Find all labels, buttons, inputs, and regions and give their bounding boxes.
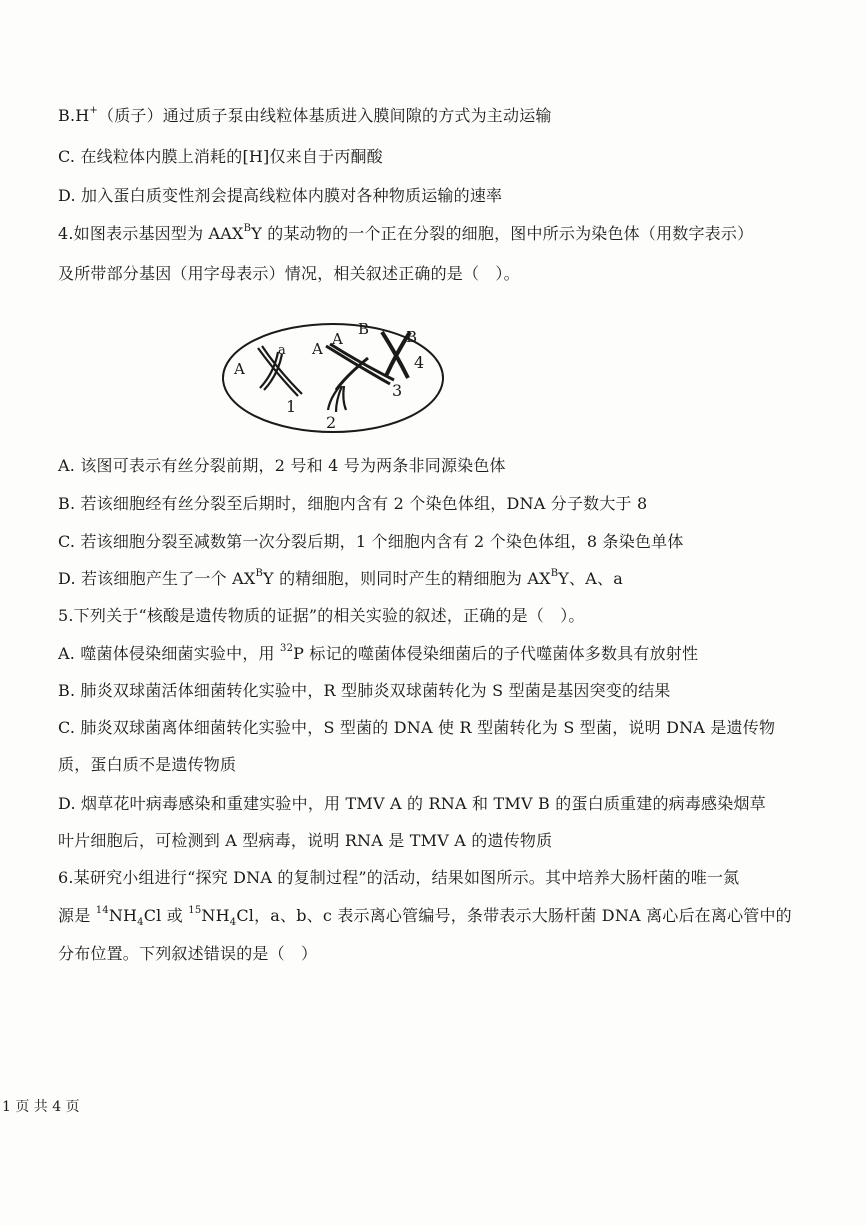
q4-stem-line1: 4.如图表示基因型为 $AAX^BY$ 的某动物的一个正在分裂的细胞，图中所示为染色体（用数字表示）: [58, 222, 754, 243]
gene-label: B: [406, 328, 418, 346]
q4-option-c: C. 若该细胞分裂至减数第一次分裂后期，1 个细胞内含有 2 个染色体组，8 条染色单体: [58, 532, 684, 551]
chromosome-number: 1: [286, 397, 297, 416]
q6-stem-line2: 源是 $^{14}NH_4Cl$ 或 $^{15}NH_4Cl$，a、b、c 表示离心管编号，条带表示大肠杆菌 DNA 离心后在离心管中的: [58, 904, 792, 929]
gene-label: a: [278, 343, 286, 358]
q6-stem-line1: 6.某研究小组进行“探究 DNA 的复制过程”的活动，结果如图所示。其中培养大肠杆菌的唯一氮: [58, 868, 740, 887]
q3-option-c: C. 在线粒体内膜上消耗的[H]仅来自于丙酮酸: [58, 147, 383, 166]
q4-stem-line2: 及所带部分基因（用字母表示）情况，相关叙述正确的是（ ）。: [58, 264, 520, 283]
gene-label: A: [312, 340, 323, 358]
chromosome-3: [326, 344, 394, 390]
q6-stem-line3: 分布位置。下列叙述错误的是（ ）: [58, 944, 318, 963]
q5-stem: 5.下列关于“核酸是遗传物质的证据”的相关实验的叙述，正确的是（ ）。: [58, 606, 585, 625]
q4-option-d: D. 若该细胞产生了一个 $AX^BY$ 的精细胞，则同时产生的精细胞为 $AX^BY$、A、a: [58, 567, 623, 588]
chromosome-number: 3: [392, 381, 403, 400]
q3-option-d: D. 加入蛋白质变性剂会提高线粒体内膜对各种物质运输的速率: [58, 186, 503, 205]
q4-option-a: A. 该图可表示有丝分裂前期，2 号和 4 号为两条非同源染色体: [58, 456, 506, 475]
gene-label: B: [358, 320, 370, 338]
q4-option-b: B. 若该细胞经有丝分裂至后期时，细胞内含有 2 个染色体组，DNA 分子数大于 8: [58, 494, 648, 513]
q5-option-c-line2: 质，蛋白质不是遗传物质: [58, 755, 237, 774]
q5-option-d-line2: 叶片细胞后，可检测到 A 型病毒，说明 RNA 是 TMV A 的遗传物质: [58, 831, 553, 850]
q5-option-d-line1: D. 烟草花叶病毒感染和重建实验中，用 TMV A 的 RNA 和 TMV B 的蛋白质重建的病毒感染烟草: [58, 794, 766, 813]
chromosome-number: 4: [414, 353, 425, 372]
q5-option-b: B. 肺炎双球菌活体细菌转化实验中，R 型肺炎双球菌转化为 S 型菌是基因突变的结果: [58, 681, 671, 700]
q5-option-a: A. 噬菌体侵染细菌实验中，用 $^{32}$P 标记的噬菌体侵染细菌后的子代噬菌体多数具有放射性: [58, 642, 699, 663]
page-footer: 1 页 共 4 页: [2, 1099, 80, 1115]
q3-option-b: B.H+（质子）通过质子泵由线粒体基质进入膜间隙的方式为主动运输: [58, 104, 552, 125]
chromosome-number: 2: [326, 413, 337, 432]
gene-label: A: [234, 360, 245, 378]
q5-option-c-line1: C. 肺炎双球菌离体细菌转化实验中，S 型菌的 DNA 使 R 型菌转化为 S 型菌，说明 DNA 是遗传物: [58, 718, 776, 737]
cell-division-figure: [218, 318, 448, 438]
gene-label: A: [332, 330, 343, 348]
